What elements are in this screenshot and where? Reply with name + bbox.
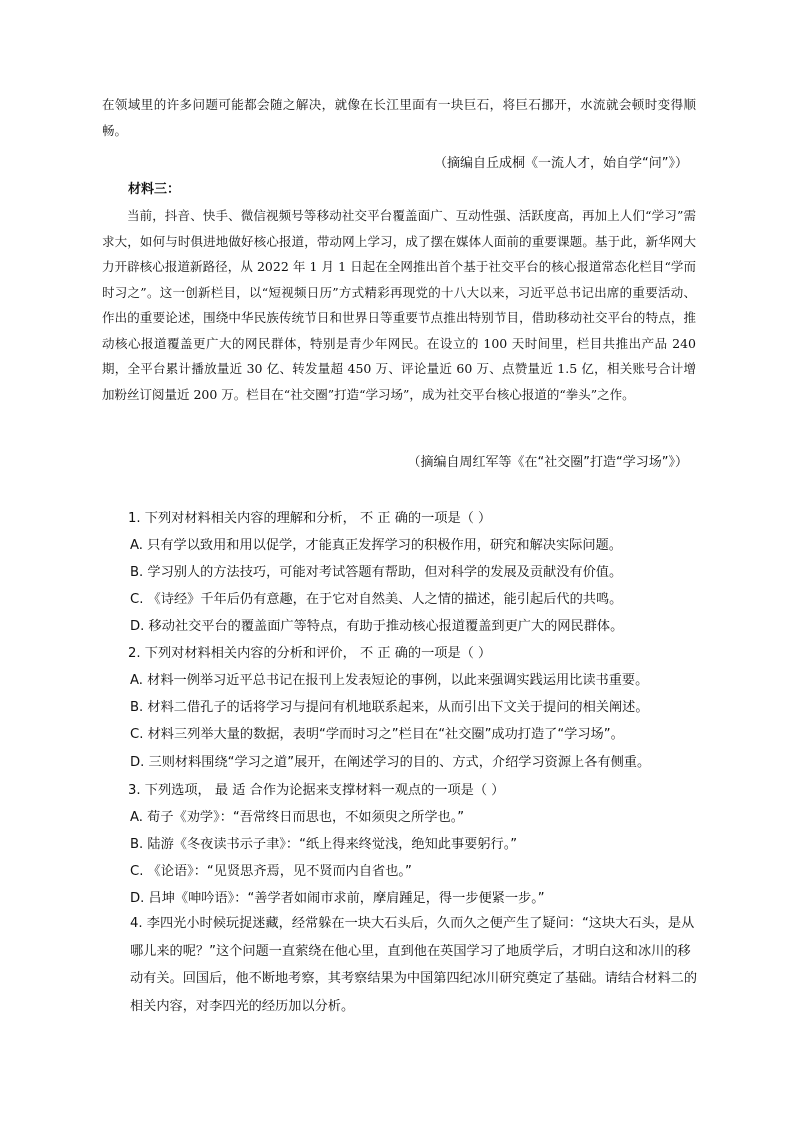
question-3-option-d: D. 吕坤《呻吟语》：“善学者如闹市求前，摩肩踵足，得一步便紧一步。” [130,891,545,906]
material-three-body: 当前，抖音、快手、微信视频号等移动社交平台覆盖面广、互动性强、活跃度高，再加上人们“学习”需求大，如何与时俱进地做好核心报道，带动网上学习，成了摆在媒体人面前的重要课题。基于此，新华网大力开辟核心报道新路径，从 2022 年 1 月 1 日起在全网推出首个基于社交平台的核心报道常态化栏目“学而时习之”。这一创新栏目，以“短视频日历”方式精彩再现党的十八大以来，习近平总书记出席的重要活动、作出的重要论述，围绕中华民族传统节日和世界日等重要节点推出特别节目，借助移动社交平台的特点，推动核心报道覆盖更广大的网民群体，特别是青少年网民。在设立的 100 天时间里，栏目共推出产品 240 期，全平台累计播放量近 30 亿、转发量超 450 万、评论量近 60 万、点赞量近 1.5 亿，相关账号合计增加粉丝订阅量近 200 万。栏目在“社交圈”打造“学习场”，成为社交平台核心报道的“拳头”之作。 [102,208,696,402]
material-two-tail-text: 在领域里的许多问题可能都会随之解决，就像在长江里面有一块巨石，将巨石挪开，水流就会顿时变得顺畅。 [102,97,696,138]
question-2-option-d: D. 三则材料围绕“学习之道”展开，在阐述学习的目的、方式，介绍学习资源上各有侧重。 [130,755,651,770]
question-1-stem: 1. 下列对材料相关内容的理解和分析， 不 正 确的一项是（ ） [128,511,492,526]
question-1-option-d: D. 移动社交平台的覆盖面广等特点，有助于推动核心报道覆盖到更广大的网民群体。 [130,619,624,634]
question-3-stem: 3. 下列选项， 最 适 合作为论据来支撑材料一观点的一项是（ ） [128,783,505,798]
question-1-option-c: C. 《诗经》千年后仍有意趣，在于它对自然美、人之情的描述，能引起后代的共鸣。 [130,592,623,607]
question-1-option-b: B. 学习别人的方法技巧，可能对考试答题有帮助，但对科学的发展及贡献没有价值。 [130,565,623,580]
question-2-stem: 2. 下列对材料相关内容的分析和评价， 不 正 确的一项是（ ） [128,646,492,661]
question-2-option-b: B. 材料二借孔子的话将学习与提问有机地联系起来，从而引出下文关于提问的相关阐述。 [130,700,649,715]
question-3-option-a: A. 荀子《劝学》：“吾常终日而思也，不如须臾之所学也。” [130,810,465,825]
question-3-option-b: B. 陆游《冬夜读书示子聿》：“纸上得来终觉浅，绝知此事要躬行。” [130,837,518,852]
material-three-source: （摘编自周红军等《在“社交圈”打造“学习场”》） [407,455,688,470]
question-4-stem: 4. 李四光小时候玩捉迷藏，经常躲在一块大石头后，久而久之便产生了疑问：“这块大石头，是从哪儿来的呢？”这个问题一直萦绕在他心里，直到他在英国学习了地质学后，才明白这和冰川的移动有关。回国后，他不断地考察，其考察结果为中国第四纪冰川研究奠定了基础。请结合材料二的相关内容，对李四光的经历加以分析。 [130,916,698,1014]
question-2-option-c: C. 材料三列举大量的数据，表明“学而时习之”栏目在“社交圈”成功打造了“学习场”。 [130,727,624,742]
question-1-option-a: A. 只有学以致用和用以促学，才能真正发挥学习的积极作用，研究和解决实际问题。 [130,538,622,553]
question-2-option-a: A. 材料一例举习近平总书记在报刊上发表短论的事例，以此来强调实践运用比读书重要。 [130,673,649,688]
material-three-heading: 材料三： [128,182,181,197]
material-two-source: （摘编自丘成桐《一流人才，始自学“问”》） [434,156,688,171]
question-3-option-c: C. 《论语》：“见贤思齐焉，见不贤而内自省也。” [130,864,412,879]
